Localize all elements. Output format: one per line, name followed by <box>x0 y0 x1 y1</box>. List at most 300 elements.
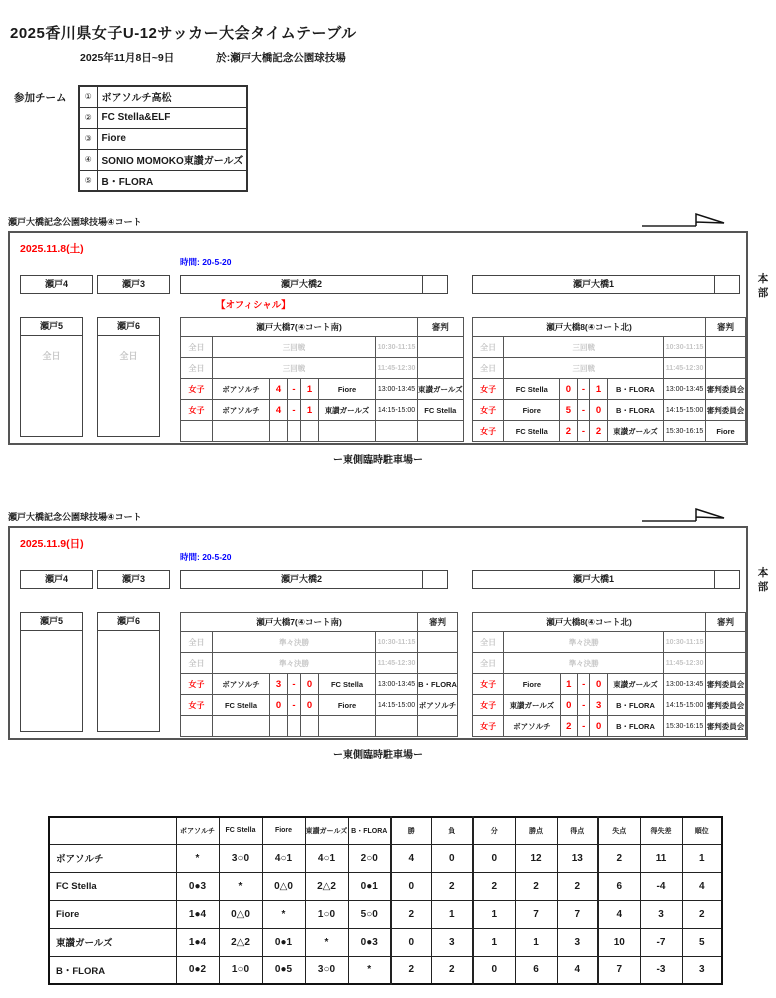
parking-note-day2: ー東側臨時駐車場ー <box>333 750 423 761</box>
side-box-title: 瀬戸6 <box>98 613 159 631</box>
day2-schedule-box <box>8 526 748 740</box>
score-separator-cell: - <box>288 400 301 421</box>
away-team-cell: B・FLORA <box>607 695 663 716</box>
time-cell: 13:00-13:45 <box>664 379 706 400</box>
column-header: 負 <box>431 817 473 844</box>
empty-cell <box>418 421 464 442</box>
day1-schedule-box <box>8 231 748 445</box>
side-box-title: 瀬戸6 <box>98 318 159 336</box>
headquarters-label: 本部 <box>757 567 769 593</box>
home-score-cell: 4 <box>270 379 288 400</box>
result-cell: * <box>305 928 348 956</box>
time-cell: 11:45-12:30 <box>664 653 706 674</box>
category-cell: 全日 <box>181 337 213 358</box>
stat-cell: 0 <box>391 928 431 956</box>
column-header: ボアソルチ <box>176 817 219 844</box>
score-separator-cell: - <box>288 379 301 400</box>
reserved-slot-row <box>473 358 746 379</box>
home-score-cell: 0 <box>560 695 577 716</box>
stat-cell: 4 <box>391 844 431 872</box>
stat-cell: -4 <box>640 872 682 900</box>
referee-header: 審判 <box>418 613 458 632</box>
stat-cell: 1 <box>473 928 515 956</box>
side-box-seto5 <box>20 612 83 732</box>
match-row <box>473 379 746 400</box>
side-box-seto5 <box>20 317 83 437</box>
category-cell: 全日 <box>473 337 504 358</box>
result-cell: 0●3 <box>176 872 219 900</box>
score-separator-cell: - <box>577 674 590 695</box>
time-cell: 11:45-12:30 <box>664 358 706 379</box>
stat-cell: 0 <box>473 956 515 984</box>
referee-header: 審判 <box>706 318 746 337</box>
schedule-header-row <box>181 613 458 632</box>
column-header: Fiore <box>262 817 305 844</box>
empty-cell <box>301 716 319 737</box>
time-cell: 14:15-15:00 <box>664 695 706 716</box>
side-box-body <box>98 631 159 644</box>
result-cell: 0●1 <box>348 872 391 900</box>
away-team-cell: FC Stella <box>319 674 376 695</box>
standings-header-row <box>49 817 722 844</box>
reserved-slot-row <box>181 653 458 674</box>
away-team-cell: 東讃ガールズ <box>607 421 663 442</box>
empty-cell <box>270 421 288 442</box>
empty-cell <box>288 716 301 737</box>
empty-cell <box>319 716 376 737</box>
empty-cell <box>376 716 418 737</box>
away-score-cell: 2 <box>590 421 607 442</box>
round-cell: 三回戦 <box>504 358 664 379</box>
row-team-name: B・FLORA <box>49 956 176 984</box>
away-team-cell: Fiore <box>319 695 376 716</box>
headquarters-label: 本部 <box>757 273 769 299</box>
standings-row <box>49 900 722 928</box>
date-range: 2025年11月8日~9日 <box>80 52 175 64</box>
result-cell: * <box>176 844 219 872</box>
pitch-title: 瀬戸大橋8(④コート北) <box>473 613 706 632</box>
category-cell: 女子 <box>181 400 213 421</box>
stat-cell: 2 <box>515 872 557 900</box>
empty-cell <box>418 716 458 737</box>
home-team-cell: FC Stella <box>213 695 270 716</box>
category-cell: 全日 <box>181 653 213 674</box>
reserved-slot-row <box>473 632 746 653</box>
referee-cell <box>706 337 746 358</box>
stat-cell: 7 <box>557 900 598 928</box>
court-box-setoohashi2: 瀬戸大橋2 <box>180 570 423 589</box>
team-number: ② <box>79 107 97 128</box>
home-team-cell: ボアソルチ <box>504 716 560 737</box>
referee-cell: 審判委員会 <box>706 400 746 421</box>
category-cell: 女子 <box>473 400 504 421</box>
stat-cell: 2 <box>682 900 722 928</box>
result-cell: 2△2 <box>305 872 348 900</box>
schedule-header-row <box>473 613 746 632</box>
home-score-cell: 2 <box>560 421 577 442</box>
schedule-header-row <box>181 318 464 337</box>
stat-cell: 7 <box>515 900 557 928</box>
standings-row <box>49 928 722 956</box>
referee-cell <box>706 632 746 653</box>
side-box-title: 瀬戸5 <box>21 613 82 631</box>
time-cell: 14:15-15:00 <box>664 400 706 421</box>
match-row <box>181 400 464 421</box>
empty-cell <box>181 421 213 442</box>
team-name: Fiore <box>97 128 247 149</box>
round-cell: 準々決勝 <box>213 632 376 653</box>
stat-cell: 6 <box>598 872 640 900</box>
standings-row <box>49 844 722 872</box>
schedule-header-row <box>473 318 746 337</box>
away-team-cell: B・FLORA <box>607 400 663 421</box>
team-number: ⑤ <box>79 170 97 191</box>
corner-cell <box>49 817 176 844</box>
stat-cell: 4 <box>682 872 722 900</box>
day2-south-court-table <box>180 612 458 737</box>
venue-line: 於:瀬戸大橋記念公園球技場 <box>216 52 346 64</box>
empty-cell <box>319 421 376 442</box>
home-team-cell: ボアソルチ <box>213 674 270 695</box>
side-box-seto6 <box>97 612 160 732</box>
empty-row <box>181 421 464 442</box>
home-team-cell: ボアソルチ <box>213 400 270 421</box>
stat-cell: 5 <box>682 928 722 956</box>
round-cell: 準々決勝 <box>504 653 664 674</box>
corner-flag-icon <box>640 210 726 232</box>
row-team-name: ボアソルチ <box>49 844 176 872</box>
pitch-title: 瀬戸大橋8(④コート北) <box>473 318 706 337</box>
category-cell: 全日 <box>181 358 213 379</box>
referee-cell: Fiore <box>706 421 746 442</box>
stat-cell: 2 <box>391 900 431 928</box>
stat-cell: 10 <box>598 928 640 956</box>
match-row <box>473 674 746 695</box>
court-box-setoohashi1: 瀬戸大橋1 <box>472 275 715 294</box>
court-box-seto4: 瀬戸4 <box>20 275 93 294</box>
column-header: 得失差 <box>640 817 682 844</box>
referee-cell <box>418 358 464 379</box>
standings-row <box>49 872 722 900</box>
result-cell: * <box>262 900 305 928</box>
category-cell: 全日 <box>181 632 213 653</box>
result-cell: 3○0 <box>305 956 348 984</box>
category-cell: 女子 <box>181 674 213 695</box>
empty-cell <box>301 421 319 442</box>
away-score-cell: 0 <box>590 674 607 695</box>
row-team-name: 東讃ガールズ <box>49 928 176 956</box>
match-row <box>473 695 746 716</box>
column-header: 東讃ガールズ <box>305 817 348 844</box>
category-cell: 全日 <box>473 632 504 653</box>
home-team-cell: 東讃ガールズ <box>504 695 560 716</box>
match-row <box>181 695 458 716</box>
day1-north-court-table <box>472 317 746 442</box>
referee-cell: ボアソルチ <box>418 695 458 716</box>
standings-table <box>48 816 723 985</box>
team-row <box>79 149 247 170</box>
team-number: ③ <box>79 128 97 149</box>
away-score-cell: 1 <box>301 379 319 400</box>
time-cell: 11:45-12:30 <box>376 653 418 674</box>
time-cell: 10:30-11:15 <box>664 337 706 358</box>
pitch-title: 瀬戸大橋7(④コート南) <box>181 613 418 632</box>
pitch-title: 瀬戸大橋7(④コート南) <box>181 318 418 337</box>
column-header: FC Stella <box>219 817 262 844</box>
referee-header: 審判 <box>418 318 464 337</box>
home-score-cell: 0 <box>270 695 288 716</box>
parking-note-day1: ー東側臨時駐車場ー <box>333 455 423 466</box>
row-team-name: FC Stella <box>49 872 176 900</box>
home-team-cell: FC Stella <box>504 379 560 400</box>
result-cell: 1○0 <box>219 956 262 984</box>
day1-south-court-table <box>180 317 464 442</box>
time-cell: 10:30-11:15 <box>376 337 418 358</box>
stat-cell: 0 <box>431 844 473 872</box>
round-cell: 準々決勝 <box>504 632 664 653</box>
result-cell: 1○0 <box>305 900 348 928</box>
home-score-cell: 2 <box>560 716 577 737</box>
reserved-slot-row <box>181 358 464 379</box>
score-separator-cell: - <box>577 379 590 400</box>
stat-cell: 0 <box>473 844 515 872</box>
match-row <box>473 716 746 737</box>
score-separator-cell: - <box>577 716 590 737</box>
day2-north-court-table <box>472 612 746 737</box>
away-score-cell: 1 <box>590 379 607 400</box>
time-cell: 13:00-13:45 <box>376 674 418 695</box>
referee-cell <box>418 653 458 674</box>
team-row <box>79 107 247 128</box>
column-header: 失点 <box>598 817 640 844</box>
category-cell: 女子 <box>181 695 213 716</box>
round-cell: 三回戦 <box>213 337 376 358</box>
referee-header: 審判 <box>706 613 746 632</box>
category-cell: 女子 <box>473 674 504 695</box>
referee-cell: 審判委員会 <box>706 379 746 400</box>
corner-flag-icon <box>640 505 726 527</box>
time-cell: 13:00-13:45 <box>376 379 418 400</box>
empty-cell <box>288 421 301 442</box>
stat-cell: 1 <box>515 928 557 956</box>
referee-cell <box>418 337 464 358</box>
empty-cell <box>213 421 270 442</box>
away-team-cell: 東讃ガールズ <box>607 674 663 695</box>
referee-cell: 審判委員会 <box>706 674 746 695</box>
reserved-slot-row <box>181 337 464 358</box>
score-separator-cell: - <box>577 400 590 421</box>
stat-cell: 3 <box>640 900 682 928</box>
result-cell: 4○1 <box>262 844 305 872</box>
stat-cell: 2 <box>431 956 473 984</box>
away-score-cell: 0 <box>301 695 319 716</box>
court-label-day1: 瀬戸大橋記念公園球技場④コート <box>8 217 142 227</box>
court-box-spacer <box>422 275 448 294</box>
court-box-spacer <box>422 570 448 589</box>
category-cell: 女子 <box>473 716 504 737</box>
participating-teams-table <box>78 85 248 192</box>
column-header: 分 <box>473 817 515 844</box>
referee-cell: 審判委員会 <box>706 716 746 737</box>
stat-cell: 4 <box>557 956 598 984</box>
stat-cell: 2 <box>557 872 598 900</box>
home-score-cell: 3 <box>270 674 288 695</box>
match-row <box>473 421 746 442</box>
referee-cell <box>706 358 746 379</box>
stat-cell: -3 <box>640 956 682 984</box>
stat-cell: 12 <box>515 844 557 872</box>
category-cell: 全日 <box>473 358 504 379</box>
result-cell: 1●4 <box>176 900 219 928</box>
team-name: FC Stella&ELF <box>97 107 247 128</box>
away-score-cell: 0 <box>301 674 319 695</box>
stat-cell: 1 <box>431 900 473 928</box>
score-separator-cell: - <box>288 695 301 716</box>
result-cell: 0●2 <box>176 956 219 984</box>
referee-cell: 審判委員会 <box>706 695 746 716</box>
court-box-spacer <box>714 275 740 294</box>
stat-cell: 13 <box>557 844 598 872</box>
court-box-spacer <box>714 570 740 589</box>
round-cell: 準々決勝 <box>213 653 376 674</box>
team-name: ボアソルチ高松 <box>97 86 247 107</box>
away-score-cell: 3 <box>590 695 607 716</box>
stat-cell: 2 <box>473 872 515 900</box>
result-cell: 0●5 <box>262 956 305 984</box>
empty-row <box>181 716 458 737</box>
time-cell: 13:00-13:45 <box>664 674 706 695</box>
score-separator-cell: - <box>577 695 590 716</box>
home-team-cell: Fiore <box>504 400 560 421</box>
time-cell: 15:30-16:15 <box>664 421 706 442</box>
column-header: 勝 <box>391 817 431 844</box>
team-name: B・FLORA <box>97 170 247 191</box>
day1-official-note: 【オフィシャル】 <box>216 300 291 311</box>
column-header: 得点 <box>557 817 598 844</box>
stat-cell: 1 <box>473 900 515 928</box>
stat-cell: -7 <box>640 928 682 956</box>
referee-cell <box>418 632 458 653</box>
subtitle <box>80 50 346 65</box>
category-cell: 全日 <box>473 653 504 674</box>
team-number: ④ <box>79 149 97 170</box>
referee-cell: 東讃ガールズ <box>418 379 464 400</box>
empty-cell <box>270 716 288 737</box>
time-cell: 14:15-15:00 <box>376 695 418 716</box>
day2-time-note: 時間: 20-5-20 <box>180 552 232 562</box>
category-cell: 女子 <box>473 695 504 716</box>
away-team-cell: 東讃ガールズ <box>319 400 376 421</box>
day2-date: 2025.11.9(日) <box>20 538 84 550</box>
court-box-seto4: 瀬戸4 <box>20 570 93 589</box>
category-cell: 女子 <box>181 379 213 400</box>
stat-cell: 3 <box>557 928 598 956</box>
court-box-seto3: 瀬戸3 <box>97 275 170 294</box>
team-name: SONIO MOMOKO東讃ガールズ <box>97 149 247 170</box>
standings-row <box>49 956 722 984</box>
reserved-slot-row <box>473 653 746 674</box>
stat-cell: 2 <box>598 844 640 872</box>
round-cell: 三回戦 <box>213 358 376 379</box>
team-row <box>79 128 247 149</box>
day1-date: 2025.11.8(土) <box>20 243 84 255</box>
time-cell: 15:30-16:15 <box>664 716 706 737</box>
reserved-slot-row <box>181 632 458 653</box>
side-box-seto6 <box>97 317 160 437</box>
column-header: B・FLORA <box>348 817 391 844</box>
row-team-name: Fiore <box>49 900 176 928</box>
stat-cell: 11 <box>640 844 682 872</box>
away-score-cell: 0 <box>590 400 607 421</box>
page-title: 2025香川県女子U-12サッカー大会タイムテーブル <box>10 25 357 42</box>
result-cell: 3○0 <box>219 844 262 872</box>
away-team-cell: B・FLORA <box>607 716 663 737</box>
match-row <box>181 379 464 400</box>
stat-cell: 1 <box>682 844 722 872</box>
side-box-body <box>21 631 82 644</box>
result-cell: * <box>348 956 391 984</box>
match-row <box>473 400 746 421</box>
court-box-setoohashi2: 瀬戸大橋2 <box>180 275 423 294</box>
team-row <box>79 86 247 107</box>
stat-cell: 3 <box>682 956 722 984</box>
away-score-cell: 0 <box>590 716 607 737</box>
result-cell: * <box>219 872 262 900</box>
stat-cell: 0 <box>391 872 431 900</box>
empty-cell <box>213 716 270 737</box>
home-team-cell: ボアソルチ <box>213 379 270 400</box>
stat-cell: 2 <box>391 956 431 984</box>
court-box-setoohashi1: 瀬戸大橋1 <box>472 570 715 589</box>
result-cell: 4○1 <box>305 844 348 872</box>
result-cell: 0●1 <box>262 928 305 956</box>
team-number: ① <box>79 86 97 107</box>
category-cell: 女子 <box>473 421 504 442</box>
home-score-cell: 1 <box>560 674 577 695</box>
away-team-cell: Fiore <box>319 379 376 400</box>
court-box-seto3: 瀬戸3 <box>97 570 170 589</box>
result-cell: 0●3 <box>348 928 391 956</box>
score-separator-cell: - <box>288 674 301 695</box>
day1-time-note: 時間: 20-5-20 <box>180 257 232 267</box>
result-cell: 5○0 <box>348 900 391 928</box>
referee-cell: B・FLORA <box>418 674 458 695</box>
reserved-slot-row <box>473 337 746 358</box>
time-cell: 10:30-11:15 <box>664 632 706 653</box>
result-cell: 0△0 <box>262 872 305 900</box>
side-box-body: 全日 <box>42 351 61 361</box>
home-score-cell: 0 <box>560 379 577 400</box>
stat-cell: 4 <box>598 900 640 928</box>
time-cell: 10:30-11:15 <box>376 632 418 653</box>
result-cell: 2○0 <box>348 844 391 872</box>
away-team-cell: B・FLORA <box>607 379 663 400</box>
away-score-cell: 1 <box>301 400 319 421</box>
stat-cell: 2 <box>431 872 473 900</box>
column-header: 勝点 <box>515 817 557 844</box>
result-cell: 2△2 <box>219 928 262 956</box>
time-cell: 14:15-15:00 <box>376 400 418 421</box>
home-team-cell: Fiore <box>504 674 560 695</box>
stat-cell: 3 <box>431 928 473 956</box>
match-row <box>181 674 458 695</box>
home-team-cell: FC Stella <box>504 421 560 442</box>
referee-cell <box>706 653 746 674</box>
time-cell: 11:45-12:30 <box>376 358 418 379</box>
empty-cell <box>376 421 418 442</box>
stat-cell: 6 <box>515 956 557 984</box>
side-box-body: 全日 <box>119 351 138 361</box>
